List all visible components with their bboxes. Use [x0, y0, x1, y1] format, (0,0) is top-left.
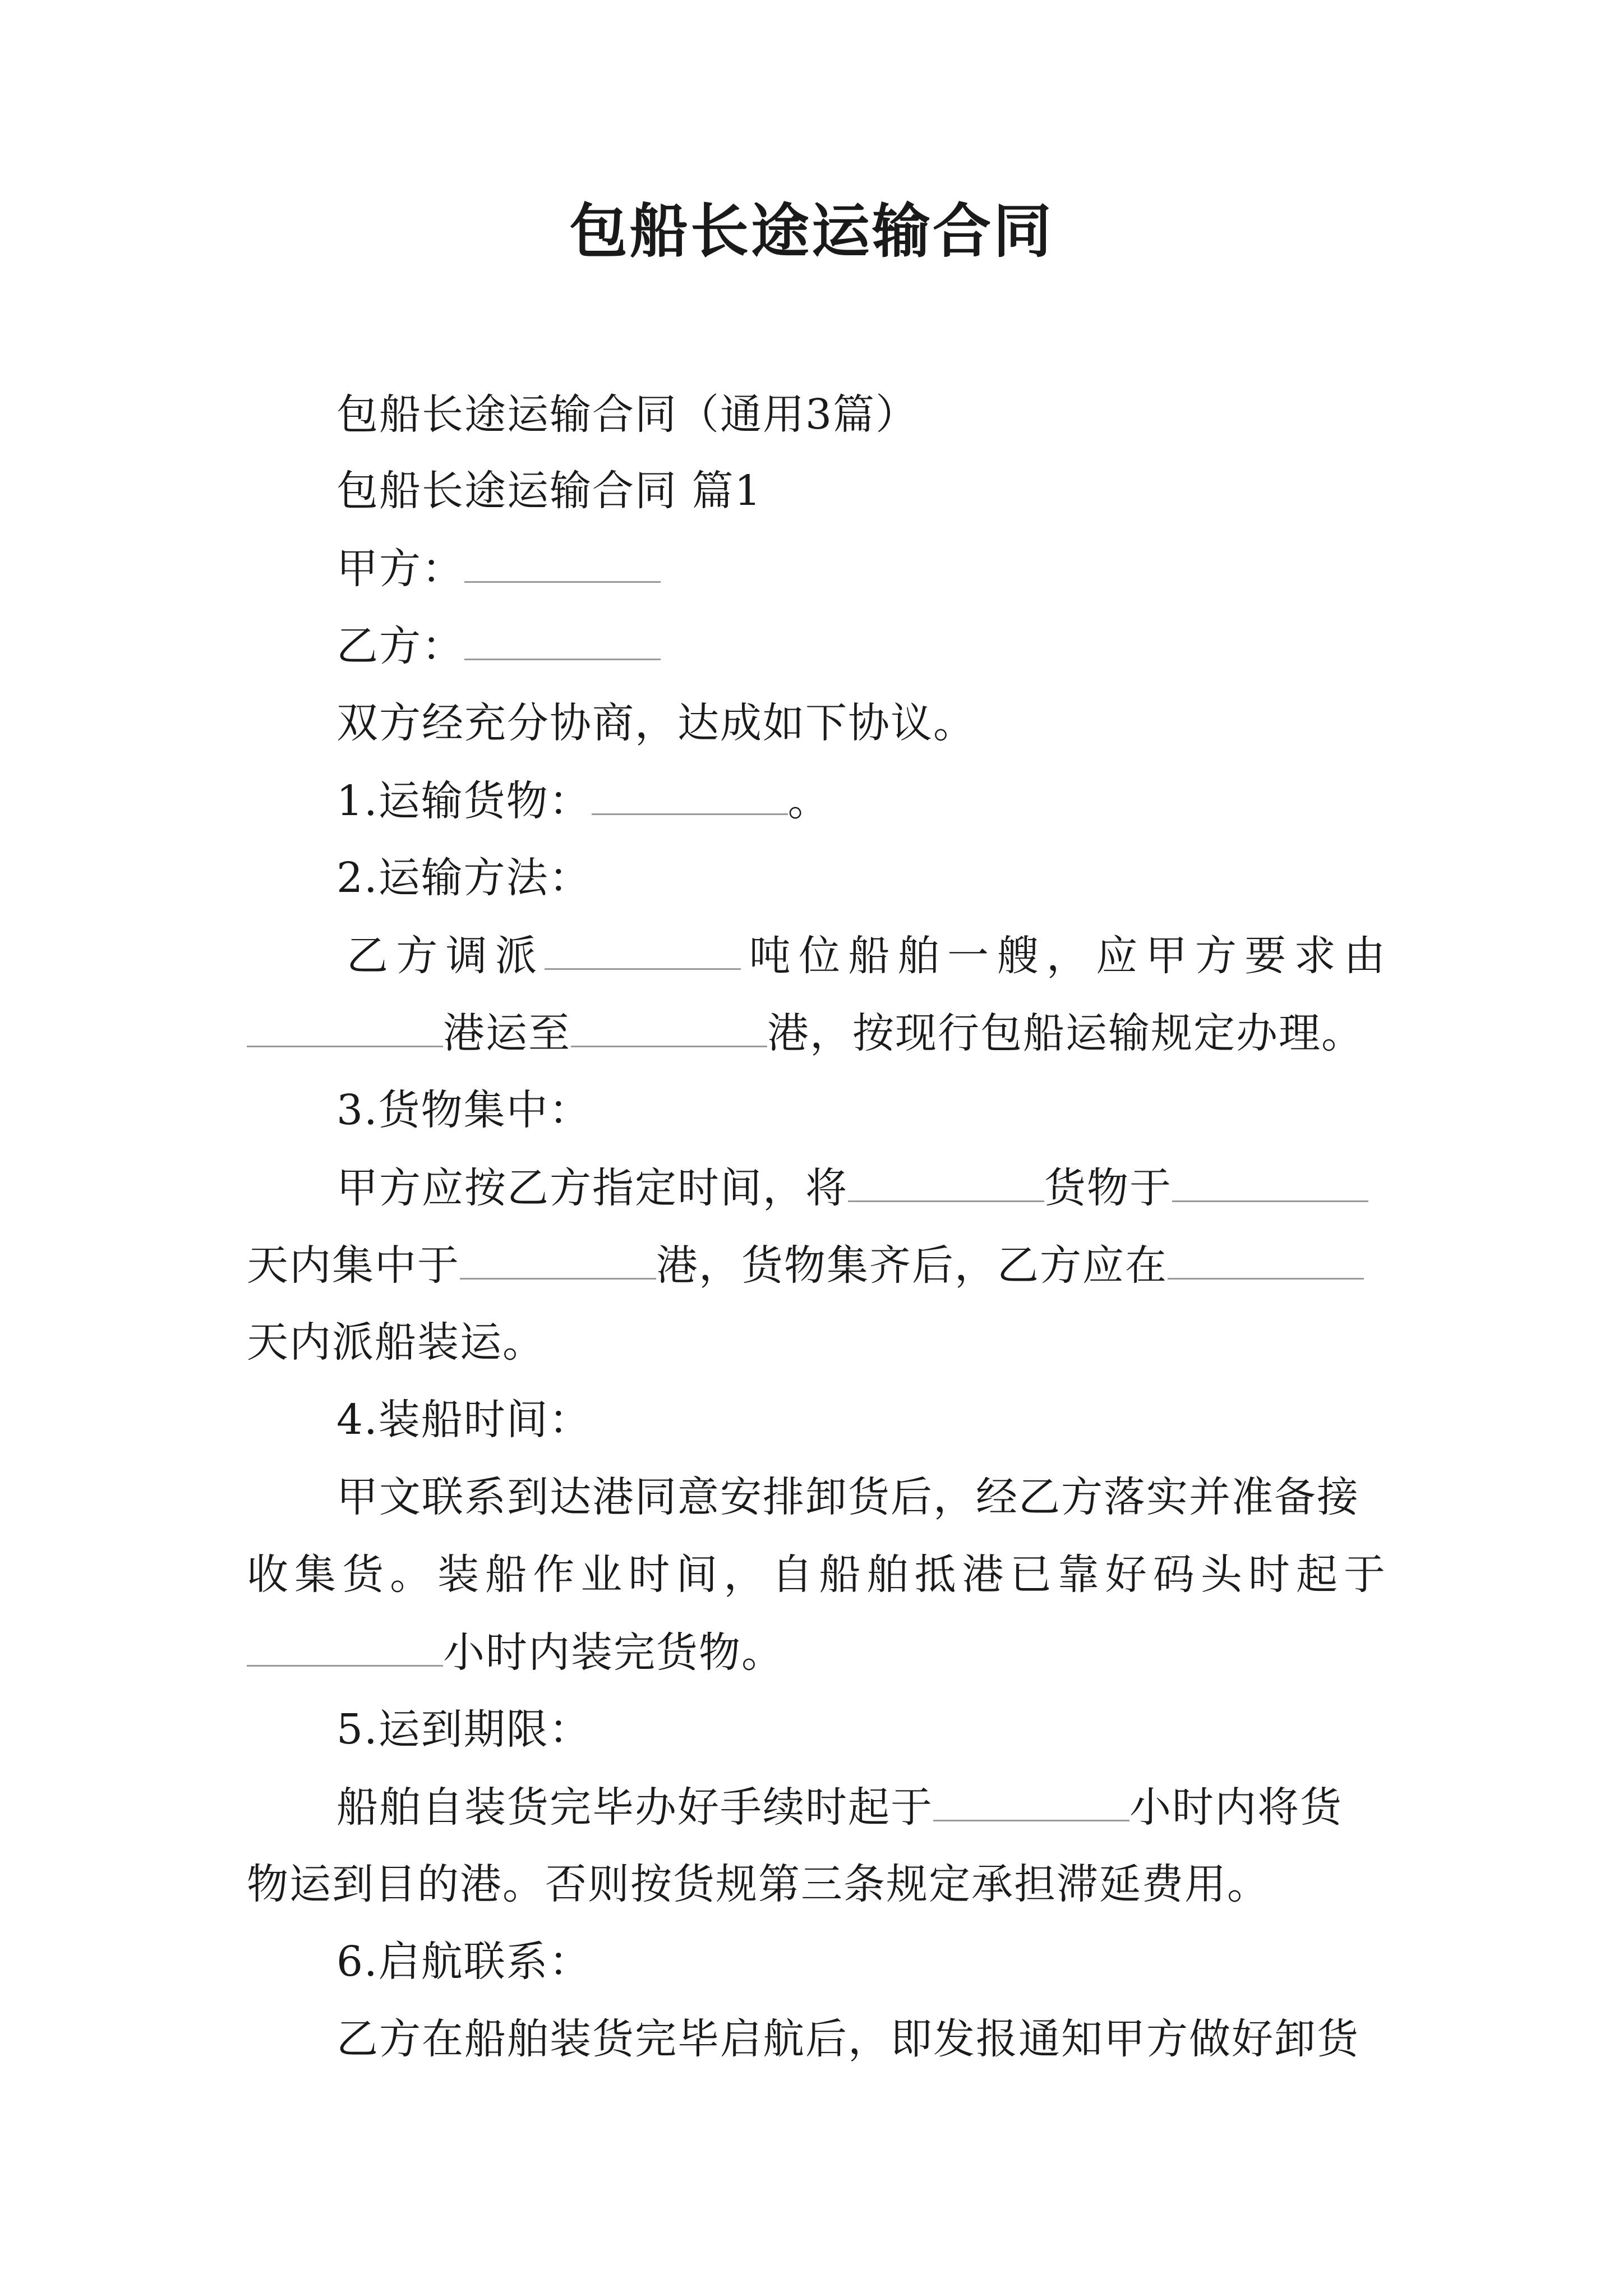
- document-subtitle: 包船长途运输合同（通用3篇）: [336, 390, 919, 439]
- clause5-line2: 物运到目的港。否则按货规第三条规定承担滞延费用。: [247, 1860, 1270, 1908]
- agreement-intro: 双方经充分协商，达成如下协议。: [336, 699, 976, 747]
- party-a-label: 甲方：: [336, 545, 464, 593]
- clause1-line: [336, 777, 831, 825]
- clause6-line1: 乙方在船舶装货完毕启航后，即发报通知甲方做好卸货: [336, 2015, 1359, 2063]
- clause2-blank1: [545, 935, 741, 970]
- clause5-l1-b: 小时内将货: [1129, 1783, 1343, 1832]
- section-heading: 包船长途运输合同 篇1: [336, 467, 762, 515]
- clause4-heading: 4.装船时间：: [336, 1396, 592, 1444]
- party-b-line: [336, 622, 661, 670]
- clause3-l2-b: 港，货物集齐后，乙方应在: [656, 1241, 1168, 1290]
- clause2-blank2: [247, 1012, 443, 1047]
- clause3-l2-a: 天内集中于: [247, 1241, 460, 1290]
- clause3-line1: [336, 1164, 1368, 1212]
- clause4-line2: 收集货。装船作业时间，自船舶抵港已靠好码头时起于: [247, 1550, 1385, 1599]
- document-title: 包船长途运输合同: [569, 196, 1054, 265]
- clause2-line1: [347, 932, 1386, 980]
- clause2-line2: [247, 1009, 1364, 1057]
- clause5-line1: [336, 1783, 1343, 1832]
- clause3-blank4: [1168, 1244, 1364, 1280]
- clause5-heading: 5.运到期限：: [336, 1705, 592, 1754]
- clause4-line3: [247, 1628, 784, 1677]
- clause3-l1-a: 甲方应按乙方指定时间，将: [336, 1164, 848, 1212]
- clause4-line1: 甲文联系到达港同意安排卸货后，经乙方落实并准备接: [336, 1473, 1359, 1521]
- clause4-l3: 小时内装完货物。: [443, 1628, 784, 1677]
- clause3-blank1: [848, 1167, 1044, 1202]
- clause2-blank3: [571, 1012, 767, 1047]
- clause3-line2: [247, 1241, 1364, 1290]
- clause3-heading: 3.货物集中：: [336, 1086, 592, 1134]
- clause6-heading: 6.启航联系：: [336, 1938, 592, 1986]
- clause3-l1-b: 货物于: [1044, 1164, 1172, 1212]
- clause3-blank3: [460, 1244, 656, 1280]
- clause2-l1-b: 吨位船舶一艘，应甲方要求由: [741, 932, 1386, 980]
- clause2-l2-b: 港，按现行包船运输规定办理。: [767, 1009, 1364, 1057]
- clause2-l2-a: 港运至: [443, 1009, 571, 1057]
- clause3-line3: 天内派船装运。: [247, 1318, 545, 1366]
- clause5-blank: [933, 1786, 1129, 1821]
- party-a-blank: [464, 547, 661, 583]
- clause5-l1-a: 船舶自装货完毕办好手续时起于: [336, 1783, 933, 1832]
- clause2-heading: 2.运输方法：: [336, 854, 592, 902]
- party-b-blank: [464, 625, 661, 660]
- clause3-blank2: [1172, 1167, 1368, 1202]
- clause2-l1-a: 乙方调派: [347, 932, 545, 980]
- clause1-blank: [592, 780, 788, 815]
- party-a-line: [336, 545, 661, 593]
- clause1-text: 1.运输货物：: [336, 777, 592, 825]
- clause4-blank: [247, 1631, 443, 1667]
- clause1-end: 。: [787, 777, 831, 825]
- party-b-label: 乙方：: [336, 622, 464, 670]
